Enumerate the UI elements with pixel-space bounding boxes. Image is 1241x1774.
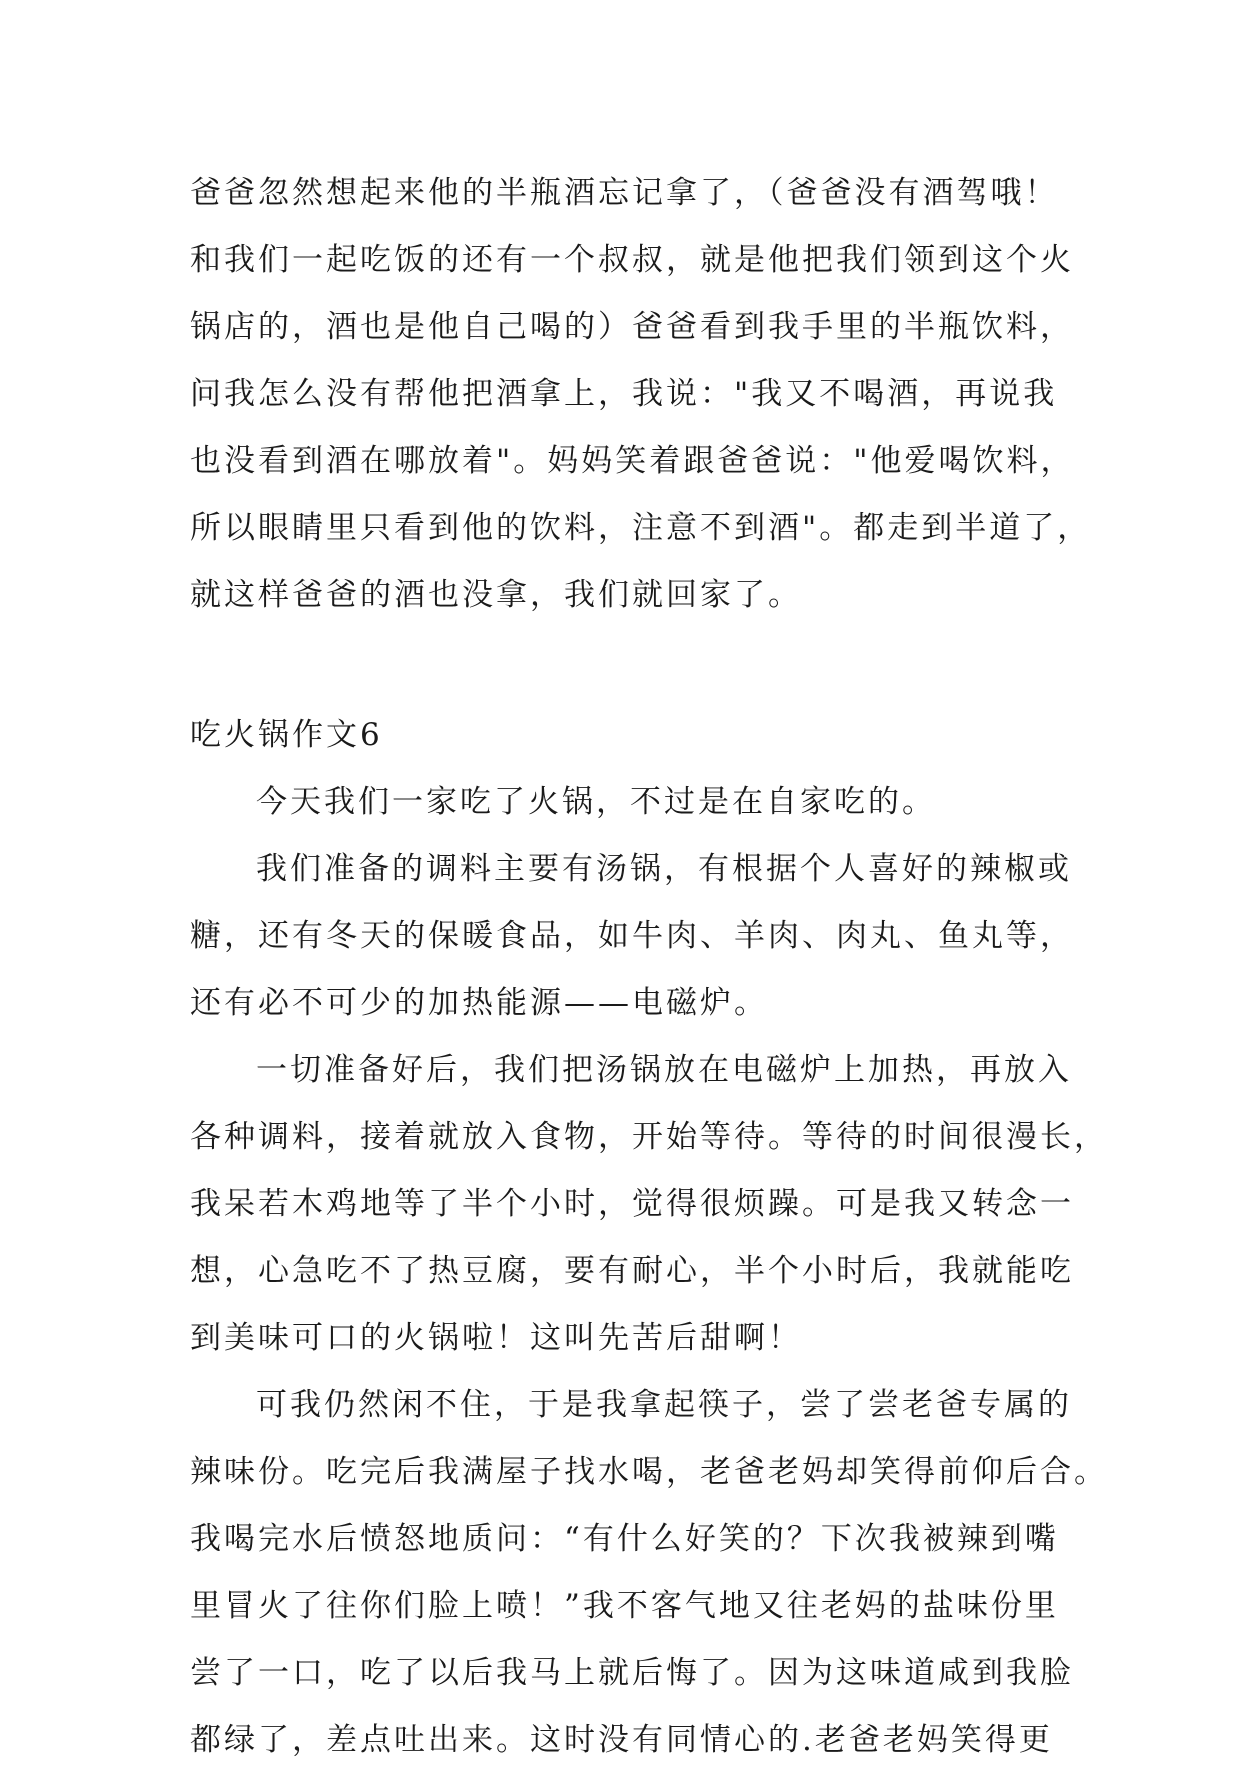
paragraph-start-line: 可我仍然闲不住，于是我拿起筷子，尝了尝老爸专属的 [256, 1387, 1072, 1423]
text-line: 里冒火了往你们脸上喷！”我不客气地又往老妈的盐味份里 [190, 1588, 1059, 1624]
text-line: 还有必不可少的加热能源——电磁炉。 [190, 985, 768, 1021]
text-line: 所以眼睛里只看到他的饮料，注意不到酒"。都走到半道了， [190, 510, 1092, 546]
text-line: 我喝完水后愤怒地质问：“有什么好笑的？下次我被辣到嘴 [190, 1521, 1059, 1557]
paragraph-start-line: 今天我们一家吃了火锅，不过是在自家吃的。 [256, 784, 936, 820]
text-line: 我呆若木鸡地等了半个小时，觉得很烦躁。可是我又转念一 [190, 1186, 1074, 1222]
text-line: 各种调料，接着就放入食物，开始等待。等待的时间很漫长， [190, 1119, 1108, 1155]
paragraph-start-line: 一切准备好后，我们把汤锅放在电磁炉上加热，再放入 [256, 1052, 1072, 1088]
paragraph-start-line: 我们准备的调料主要有汤锅，有根据个人喜好的辣椒或 [256, 851, 1072, 887]
text-line: 糖，还有冬天的保暖食品，如牛肉、羊肉、肉丸、鱼丸等， [190, 918, 1074, 954]
essay-title: 吃火锅作文6 [190, 717, 383, 753]
text-line: 也没看到酒在哪放着"。妈妈笑着跟爸爸说："他爱喝饮料， [190, 443, 1075, 479]
text-line: 都绿了，差点吐出来。这时没有同情心的.老爸老妈笑得更 [190, 1722, 1053, 1758]
text-line: 和我们一起吃饭的还有一个叔叔，就是他把我们领到这个火 [190, 242, 1074, 278]
text-line: 想，心急吃不了热豆腐，要有耐心，半个小时后，我就能吃 [190, 1253, 1074, 1289]
section-1 [190, 160, 1092, 629]
section-gap [190, 629, 1065, 702]
section-2 [190, 702, 1108, 1774]
text-line: 爸爸忽然想起来他的半瓶酒忘记拿了，（爸爸没有酒驾哦！ [190, 175, 1059, 211]
text-line: 尝了一口，吃了以后我马上就后悔了。因为这味道咸到我脸 [190, 1655, 1074, 1691]
text-line: 到美味可口的火锅啦！这叫先苦后甜啊！ [190, 1320, 802, 1356]
text-line: 锅店的，酒也是他自己喝的）爸爸看到我手里的半瓶饮料， [190, 309, 1074, 345]
text-line: 辣味份。吃完后我满屋子找水喝，老爸老妈却笑得前仰后合。 [190, 1454, 1108, 1490]
document-body [190, 160, 1108, 1774]
text-line: 就这样爸爸的酒也没拿，我们就回家了。 [190, 577, 802, 613]
text-line: 问我怎么没有帮他把酒拿上，我说："我又不喝酒，再说我 [190, 376, 1058, 412]
